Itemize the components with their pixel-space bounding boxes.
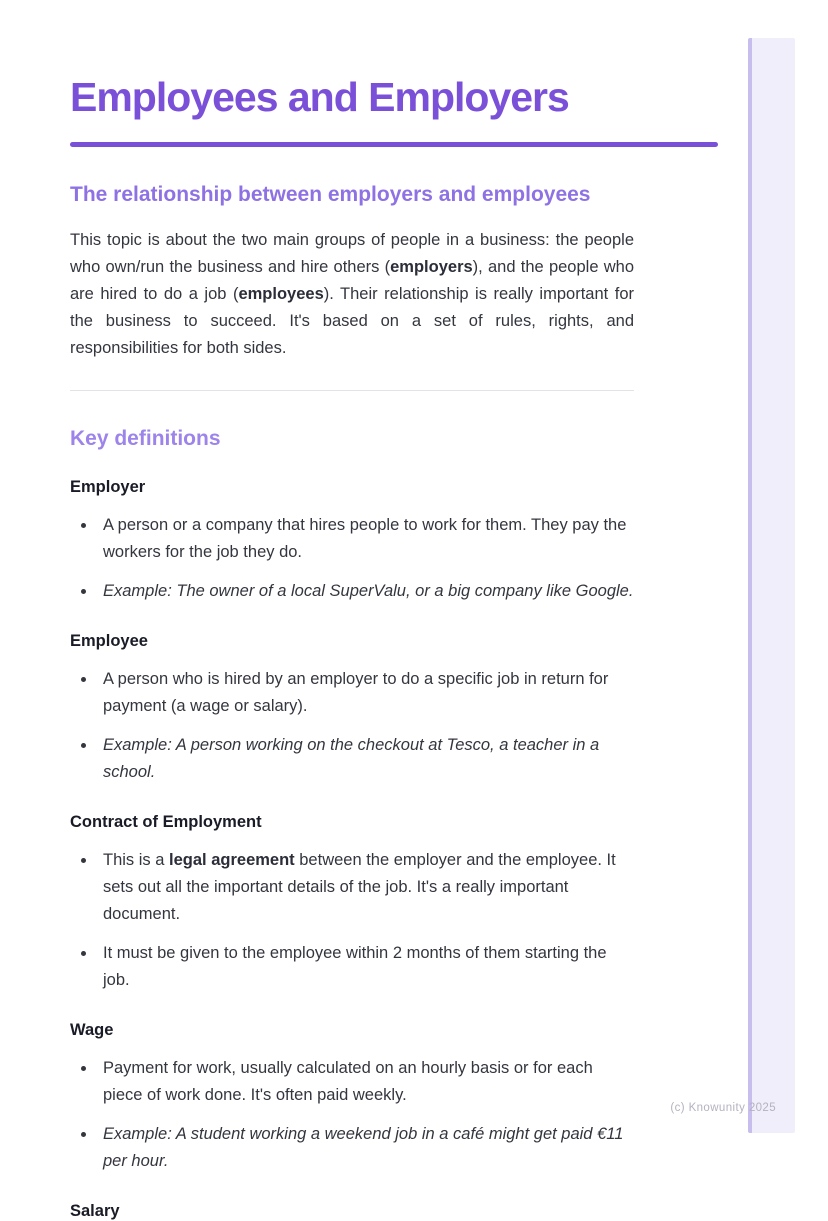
term-heading-contract: Contract of Employment	[70, 813, 262, 831]
bullet-item-example	[97, 1121, 634, 1175]
bullet-text-bold-legal-agreement: legal agreement	[169, 851, 295, 869]
term-bullets-contract	[70, 847, 634, 994]
bullet-text: Payment for work, usually calculated on an hourly basis or for each piece of work done. It's often paid weekly.	[103, 1059, 593, 1104]
bullet-item-example	[97, 732, 634, 786]
bullet-text: Example: A student working a weekend job in a café might get paid €11 per hour.	[103, 1125, 624, 1170]
section-heading-key-definitions: Key definitions	[70, 427, 221, 450]
intro-segment: This topic is about the two main groups of people in a business: the people who own/run the business and hire others (	[70, 231, 634, 276]
bullet-text: A person who is hired by an employer to do a specific job in return for payment (a wage or salary).	[103, 670, 609, 715]
page-title: Employees and Employers	[70, 74, 569, 120]
bullet-text: between the employer and the employee. It sets out all the important details of the job. It's a really important document.	[103, 851, 616, 923]
bullet-item	[97, 847, 634, 928]
intro-segment: ), and the people who are hired to do a job (	[70, 258, 635, 303]
section-divider	[70, 390, 634, 391]
bullet-item-example	[97, 578, 634, 605]
bullet-text: A person or a company that hires people to work for them. They pay the workers for the job they do.	[103, 516, 627, 561]
term-heading-wage: Wage	[70, 1021, 114, 1039]
bullet-item	[97, 666, 634, 720]
bullet-item	[97, 940, 634, 994]
term-bullets-employee	[70, 666, 634, 786]
bullet-item	[97, 512, 634, 566]
bullet-text: It must be given to the employee within 2 months of them starting the job.	[103, 944, 607, 989]
term-bullets-employer	[70, 512, 634, 605]
bullet-item	[97, 1055, 634, 1109]
intro-paragraph	[70, 227, 634, 362]
intro-segment-bold-employees: employees	[238, 285, 324, 303]
bullet-text: This is a	[103, 851, 170, 869]
section-heading-relationship: The relationship between employers and employees	[70, 183, 591, 206]
bullet-text: Example: The owner of a local SuperValu, or a big company like Google.	[103, 582, 634, 600]
term-bullets-wage	[70, 1055, 634, 1175]
title-underline-rule	[70, 142, 718, 147]
bullet-text: Example: A person working on the checkout at Tesco, a teacher in a school.	[103, 736, 600, 781]
term-heading-employee: Employee	[70, 632, 148, 650]
intro-segment-bold-employers: employers	[390, 258, 473, 276]
document-content	[70, 0, 634, 1221]
watermark-copyright: (c) Knowunity 2025	[670, 1102, 776, 1114]
intro-segment: ). Their relationship is really important for the business to succeed. It's based on a set of rules, rights, and responsibilities for both sides.	[70, 285, 634, 357]
term-heading-salary: Salary	[70, 1202, 120, 1220]
page-edge-strip	[748, 38, 795, 1133]
term-heading-employer: Employer	[70, 478, 146, 496]
